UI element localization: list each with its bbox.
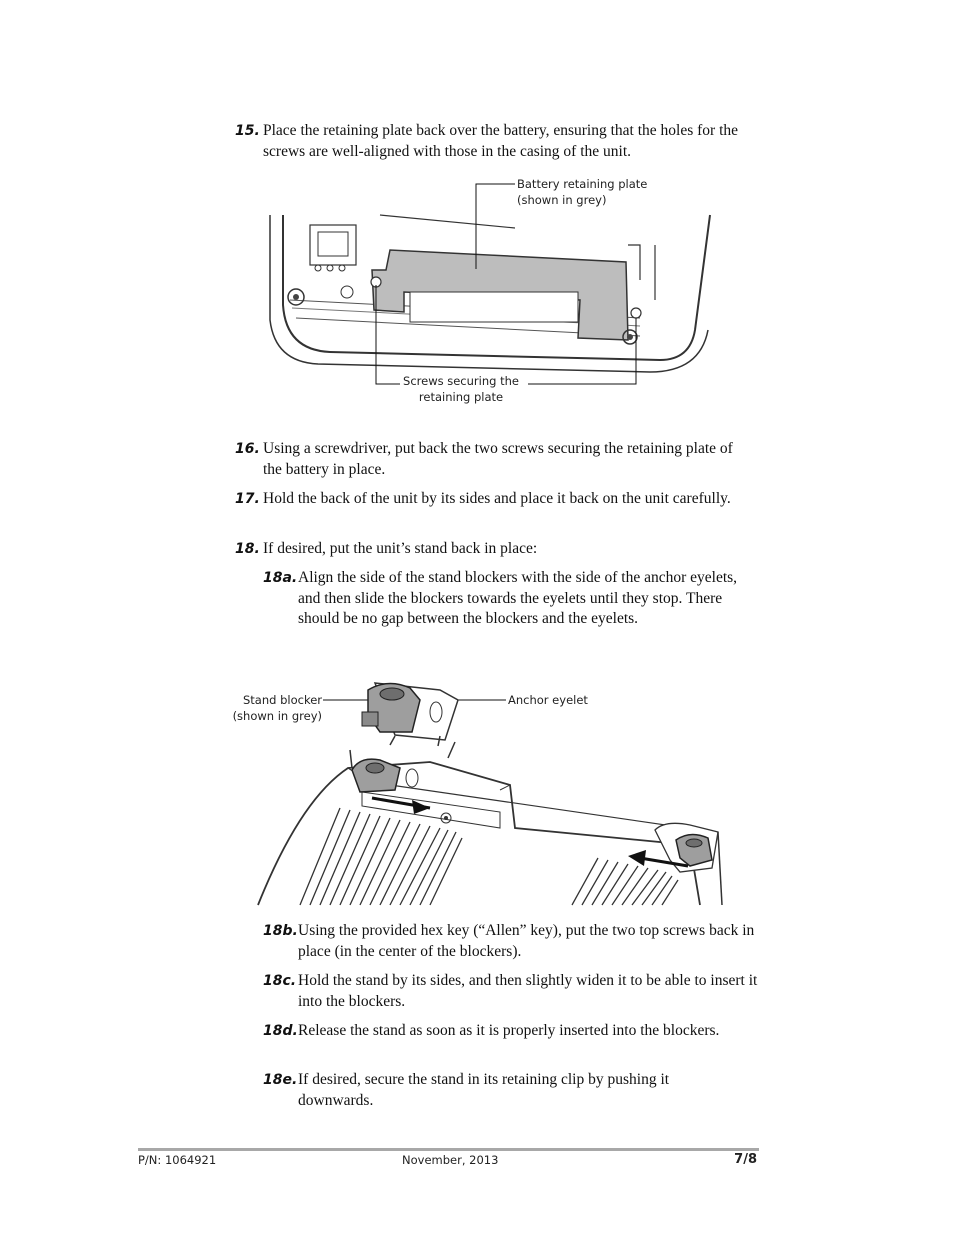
- footer-date: November, 2013: [402, 1153, 499, 1167]
- step-number: 16.: [235, 441, 260, 457]
- step-number: 18.: [235, 541, 260, 557]
- step-number: 17.: [235, 491, 260, 507]
- callout-screws-label: Screws securing the retaining plate: [403, 374, 519, 404]
- substep-text: Using the provided hex key (“Allen” key), put the two top screws back in place (in the center of the blockers).: [298, 922, 755, 960]
- substep-text: If desired, secure the stand in its retaining clip by pushing it downwards.: [298, 1071, 670, 1109]
- substep-number: 18c.: [263, 973, 297, 989]
- step-number: 15.: [235, 123, 260, 139]
- substep-text: Align the side of the stand blockers with the side of the anchor eyelets, and then slide the blockers towards the eyelets until they stop. There should be no gap between the blockers and the eyelets.: [298, 569, 738, 627]
- substep-number: 18e.: [263, 1072, 298, 1088]
- footer-part-number: P/N: 1064921: [138, 1153, 217, 1167]
- footer-page-number: 7/8: [734, 1152, 757, 1167]
- substep-number: 18a.: [263, 570, 298, 586]
- callout-plate-label: Battery retaining plate (shown in grey): [517, 177, 648, 207]
- step-text: If desired, put the unit’s stand back in place:: [263, 540, 538, 557]
- callout-anchor-label: Anchor eyelet: [508, 693, 588, 707]
- footer-rule: [138, 1148, 759, 1151]
- step-text: Hold the back of the unit by its sides and place it back on the unit carefully.: [263, 490, 731, 507]
- substep-text: Hold the stand by its sides, and then slightly widen it to be able to insert it into the blockers.: [298, 972, 758, 1010]
- step-text: Place the retaining plate back over the battery, ensuring that the holes for the screws are well-aligned with those in the casing of the unit.: [263, 122, 739, 160]
- substep-text: Release the stand as soon as it is properly inserted into the blockers.: [298, 1022, 720, 1039]
- substep-number: 18d.: [263, 1023, 298, 1039]
- step-text: Using a screwdriver, put back the two screws securing the retaining plate of the battery in place.: [263, 440, 733, 478]
- substep-number: 18b.: [263, 923, 298, 939]
- callout-blocker-label: Stand blocker (shown in grey): [232, 693, 322, 723]
